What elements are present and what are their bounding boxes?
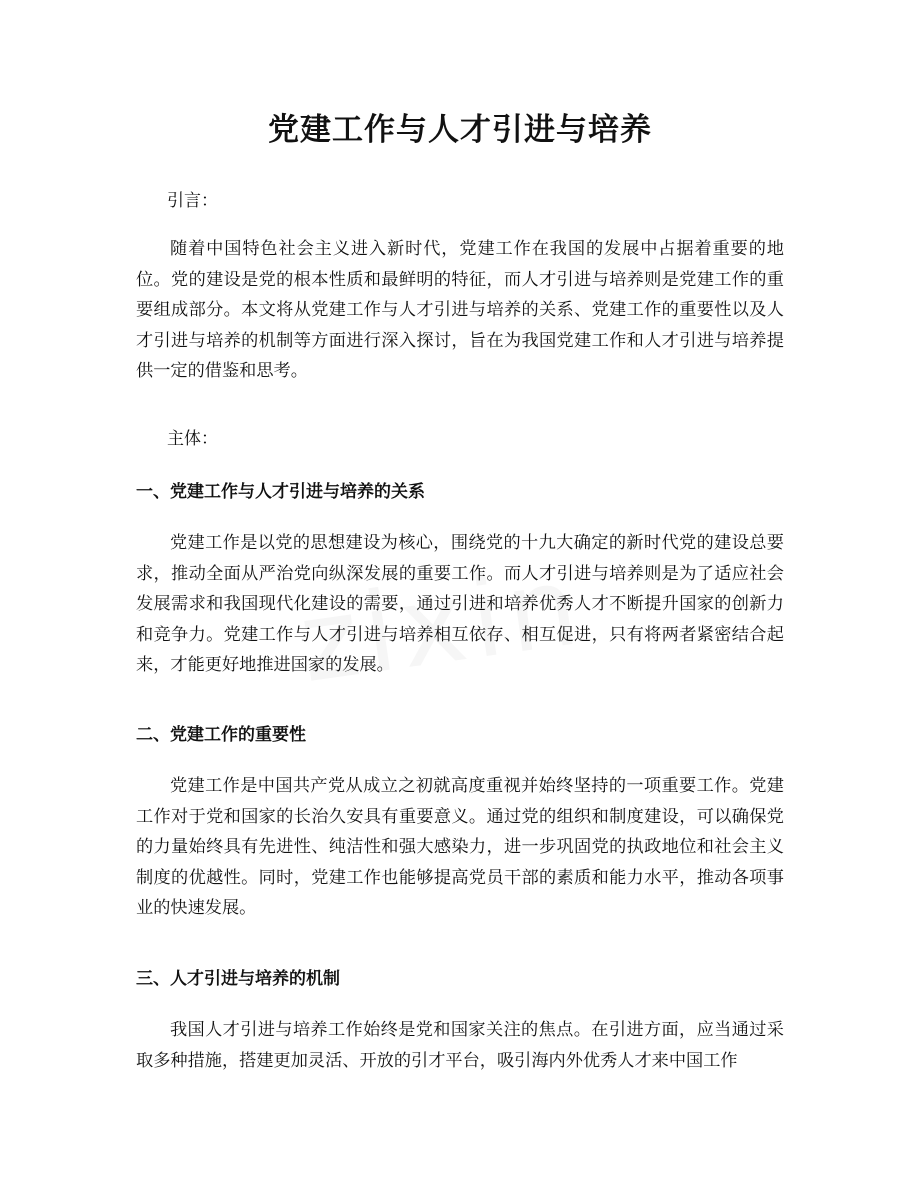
section-3-heading: 三、人才引进与培养的机制	[136, 969, 340, 989]
document-title: 党建工作与人才引进与培养	[268, 112, 652, 148]
section-1-paragraph: 党建工作是以党的思想建设为核心，围绕党的十九大确定的新时代党的建设总要求，推动全面从严治党向纵深发展的重要工作。而人才引进与培养则是为了适应社会发展需求和我国现代化建设的需要，通过引进和培养优秀人才不断提升国家的创新力和竞争力。党建工作与人才引进与培养相互依存、相互促进，只有将两者紧密结合起来，才能更好地推进国家的发展。	[136, 533, 784, 675]
intro-label: 引言：	[167, 191, 218, 211]
intro-paragraph: 随着中国特色社会主义进入新时代，党建工作在我国的发展中占据着重要的地位。党的建设是党的根本性质和最鲜明的特征，而人才引进与培养则是党建工作的重要组成部分。本文将从党建工作与人才引进与培养的关系、党建工作的重要性以及人才引进与培养的机制等方面进行深入探讨，旨在为我国党建工作和人才引进与培养提供一定的借鉴和思考。	[136, 239, 784, 381]
section-3-paragraph: 我国人才引进与培养工作始终是党和国家关注的焦点。在引进方面，应当通过采取多种措施，搭建更加灵活、开放的引才平台，吸引海内外优秀人才来中国工作	[136, 1020, 784, 1071]
section-2-heading: 二、党建工作的重要性	[136, 725, 306, 745]
section-2-paragraph: 党建工作是中国共产党从成立之初就高度重视并始终坚持的一项重要工作。党建工作对于党和国家的长治久安具有重要意义。通过党的组织和制度建设，可以确保党的力量始终具有先进性、纯洁性和强大感染力，进一步巩固党的执政地位和社会主义制度的优越性。同时，党建工作也能够提高党员干部的素质和能力水平，推动各项事业的快速发展。	[136, 776, 784, 918]
body-label: 主体：	[167, 429, 218, 449]
section-1-heading: 一、党建工作与人才引进与培养的关系	[136, 482, 425, 502]
